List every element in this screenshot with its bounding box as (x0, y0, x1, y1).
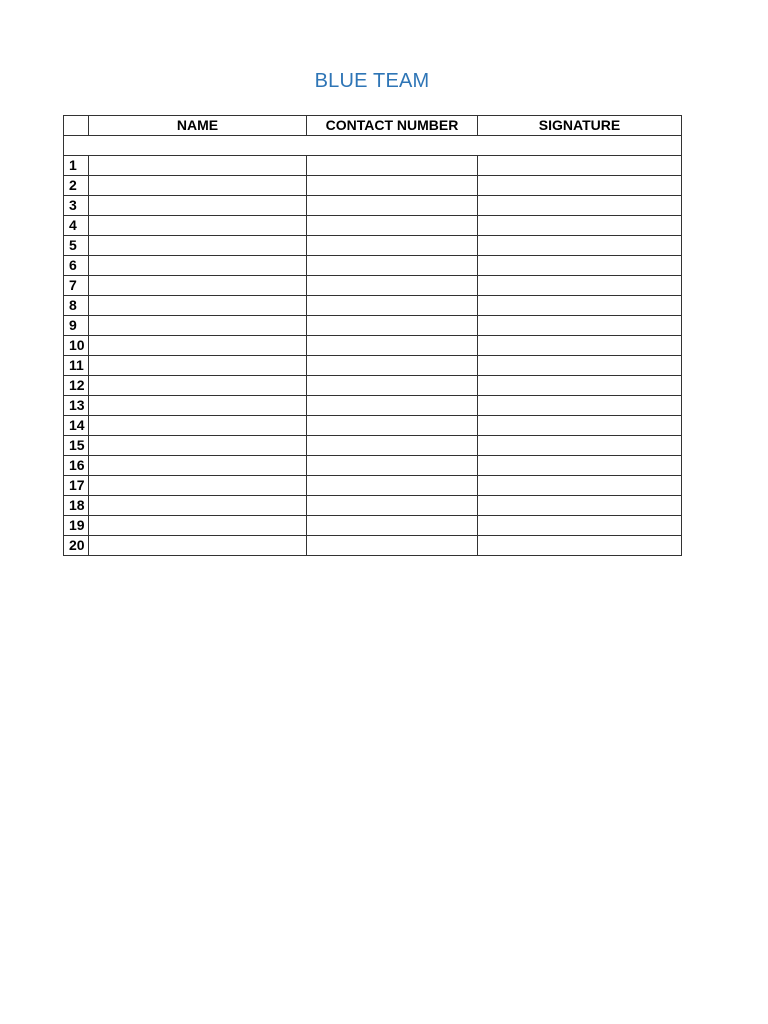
signature-cell[interactable] (478, 236, 682, 256)
signature-cell[interactable] (478, 276, 682, 296)
row-number: 7 (64, 276, 89, 296)
row-number: 2 (64, 176, 89, 196)
row-number: 20 (64, 536, 89, 556)
table-row (64, 416, 682, 436)
name-cell[interactable] (89, 416, 307, 436)
name-cell[interactable] (89, 316, 307, 336)
table-row (64, 196, 682, 216)
table-row (64, 516, 682, 536)
contact-number-cell[interactable] (307, 356, 478, 376)
contact-number-cell[interactable] (307, 496, 478, 516)
name-cell[interactable] (89, 296, 307, 316)
contact-number-cell[interactable] (307, 196, 478, 216)
table-header-row (64, 116, 682, 136)
signature-cell[interactable] (478, 476, 682, 496)
spacer-cell (64, 136, 682, 156)
table-row (64, 316, 682, 336)
contact-number-cell[interactable] (307, 516, 478, 536)
name-cell[interactable] (89, 396, 307, 416)
row-number: 19 (64, 516, 89, 536)
name-cell[interactable] (89, 356, 307, 376)
signature-cell[interactable] (478, 416, 682, 436)
signature-cell[interactable] (478, 356, 682, 376)
contact-number-cell[interactable] (307, 336, 478, 356)
name-cell[interactable] (89, 496, 307, 516)
row-number: 6 (64, 256, 89, 276)
header-name: NAME (89, 116, 307, 136)
signature-cell[interactable] (478, 436, 682, 456)
contact-number-cell[interactable] (307, 236, 478, 256)
name-cell[interactable] (89, 436, 307, 456)
signature-cell[interactable] (478, 496, 682, 516)
name-cell[interactable] (89, 276, 307, 296)
header-signature: SIGNATURE (478, 116, 682, 136)
contact-number-cell[interactable] (307, 296, 478, 316)
table-row (64, 496, 682, 516)
spacer-row (64, 136, 682, 156)
name-cell[interactable] (89, 196, 307, 216)
name-cell[interactable] (89, 336, 307, 356)
row-number: 4 (64, 216, 89, 236)
signup-table (63, 115, 682, 556)
table-row (64, 216, 682, 236)
signature-cell[interactable] (478, 536, 682, 556)
row-number: 16 (64, 456, 89, 476)
table-row (64, 156, 682, 176)
table-row (64, 536, 682, 556)
table-row (64, 376, 682, 396)
signature-cell[interactable] (478, 376, 682, 396)
signature-cell[interactable] (478, 176, 682, 196)
name-cell[interactable] (89, 176, 307, 196)
signature-cell[interactable] (478, 336, 682, 356)
row-number: 18 (64, 496, 89, 516)
contact-number-cell[interactable] (307, 176, 478, 196)
contact-number-cell[interactable] (307, 396, 478, 416)
row-number: 11 (64, 356, 89, 376)
name-cell[interactable] (89, 256, 307, 276)
header-contact-number: CONTACT NUMBER (307, 116, 478, 136)
header-number (64, 116, 89, 136)
table-row (64, 236, 682, 256)
row-number: 9 (64, 316, 89, 336)
row-number: 5 (64, 236, 89, 256)
contact-number-cell[interactable] (307, 536, 478, 556)
row-number: 13 (64, 396, 89, 416)
table-row (64, 356, 682, 376)
contact-number-cell[interactable] (307, 156, 478, 176)
table-row (64, 396, 682, 416)
signature-cell[interactable] (478, 296, 682, 316)
signature-cell[interactable] (478, 316, 682, 336)
row-number: 15 (64, 436, 89, 456)
row-number: 3 (64, 196, 89, 216)
table-row (64, 176, 682, 196)
contact-number-cell[interactable] (307, 256, 478, 276)
table-row (64, 476, 682, 496)
name-cell[interactable] (89, 156, 307, 176)
signature-cell[interactable] (478, 256, 682, 276)
row-number: 1 (64, 156, 89, 176)
signature-cell[interactable] (478, 456, 682, 476)
name-cell[interactable] (89, 516, 307, 536)
row-number: 17 (64, 476, 89, 496)
signature-cell[interactable] (478, 516, 682, 536)
row-number: 14 (64, 416, 89, 436)
row-number: 8 (64, 296, 89, 316)
name-cell[interactable] (89, 216, 307, 236)
contact-number-cell[interactable] (307, 276, 478, 296)
row-number: 10 (64, 336, 89, 356)
table-row (64, 256, 682, 276)
contact-number-cell[interactable] (307, 216, 478, 236)
name-cell[interactable] (89, 476, 307, 496)
contact-number-cell[interactable] (307, 456, 478, 476)
contact-number-cell[interactable] (307, 376, 478, 396)
table-row (64, 436, 682, 456)
name-cell[interactable] (89, 236, 307, 256)
signature-cell[interactable] (478, 216, 682, 236)
table-row (64, 296, 682, 316)
contact-number-cell[interactable] (307, 436, 478, 456)
signature-cell[interactable] (478, 196, 682, 216)
name-cell[interactable] (89, 376, 307, 396)
contact-number-cell[interactable] (307, 416, 478, 436)
name-cell[interactable] (89, 456, 307, 476)
table-row (64, 456, 682, 476)
name-cell[interactable] (89, 536, 307, 556)
table-row (64, 276, 682, 296)
contact-number-cell[interactable] (307, 316, 478, 336)
table-row (64, 336, 682, 356)
signature-cell[interactable] (478, 396, 682, 416)
signature-cell[interactable] (478, 156, 682, 176)
row-number: 12 (64, 376, 89, 396)
contact-number-cell[interactable] (307, 476, 478, 496)
page-title: BLUE TEAM (314, 70, 430, 92)
